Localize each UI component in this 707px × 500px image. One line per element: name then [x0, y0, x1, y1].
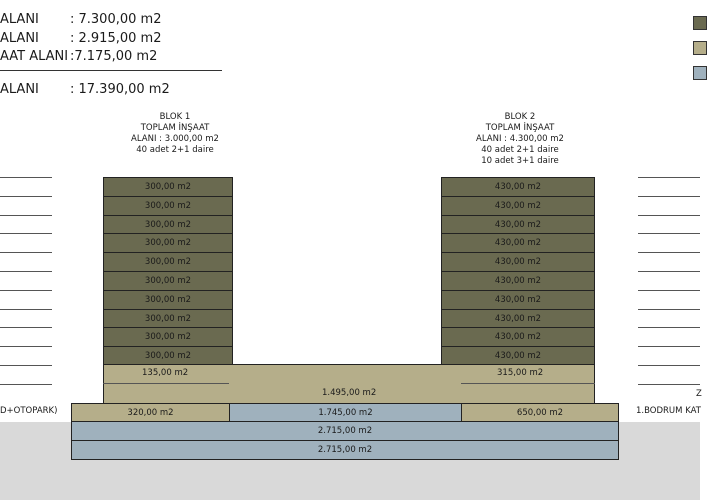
legend-swatch — [693, 66, 707, 80]
blok1-floor — [103, 196, 233, 216]
blok2-floor — [441, 177, 595, 197]
blok1-floor — [103, 290, 233, 310]
blok2-floor-label: 430,00 m2 — [494, 332, 542, 342]
legend-swatch — [693, 41, 707, 55]
blok1-floor — [103, 346, 233, 366]
right-side-label: 1.BODRUM KAT — [636, 406, 701, 416]
left-level-line — [0, 271, 52, 272]
blok1-floor — [103, 252, 233, 272]
block-title-line: TOPLAM İNŞAAT — [485, 123, 555, 133]
blok1-floor — [103, 327, 233, 347]
left-level-line — [0, 196, 52, 197]
blok2-floor-label: 430,00 m2 — [494, 314, 542, 324]
right-level-line — [638, 290, 700, 291]
basement1-mid-cell — [229, 403, 462, 422]
summary-key: ALANI — [0, 12, 39, 27]
right-level-line — [638, 233, 700, 234]
right-level-line — [638, 271, 700, 272]
blok2-floor — [441, 271, 595, 291]
left-level-line — [0, 346, 52, 347]
blok2-floor — [441, 252, 595, 272]
summary-value: : 2.915,00 m2 — [70, 31, 162, 46]
basement3-label: 2.715,00 m2 — [317, 445, 373, 455]
right-level-line — [638, 384, 700, 385]
basement2-label: 2.715,00 m2 — [317, 426, 373, 436]
right-level-line — [638, 309, 700, 310]
summary-key: ALANI — [0, 82, 39, 97]
basement2-cell — [71, 421, 619, 441]
blok1-floor — [103, 233, 233, 253]
summary-key: ALANI — [0, 31, 39, 46]
basement1-left-cell — [71, 403, 230, 422]
left-side-label: D+OTOPARK) — [0, 406, 58, 416]
blok2-floor-label: 430,00 m2 — [494, 351, 542, 361]
blok1-floor-label: 300,00 m2 — [144, 332, 192, 342]
left-level-line — [0, 327, 52, 328]
left-level-line — [0, 233, 52, 234]
blok2-floor — [441, 215, 595, 235]
blok2-floor-label: 430,00 m2 — [494, 238, 542, 248]
basement1-right-cell — [461, 403, 619, 422]
blok1-floor — [103, 309, 233, 329]
blok2-ground-label: 315,00 m2 — [497, 368, 544, 378]
blok1-floor-label: 300,00 m2 — [144, 351, 192, 361]
blok2-floor — [441, 196, 595, 216]
block-title-line: TOPLAM İNŞAAT — [140, 123, 210, 133]
blok2-floor — [441, 309, 595, 329]
blok2-title — [455, 112, 585, 167]
block-title-line: 10 adet 3+1 daire — [481, 156, 559, 166]
left-level-line — [0, 384, 52, 385]
basement1-left-label: 320,00 m2 — [127, 407, 174, 418]
basement1-mid-label: 1.745,00 m2 — [318, 407, 373, 418]
left-level-line — [0, 290, 52, 291]
blok2-floor — [441, 290, 595, 310]
blok1-floor-label: 300,00 m2 — [144, 276, 192, 286]
block-title-line: ALANI : 3.000,00 m2 — [131, 134, 219, 144]
blok2-floor — [441, 233, 595, 253]
blok1-ground-label: 135,00 m2 — [142, 368, 189, 378]
summary-value: :7.175,00 m2 — [70, 49, 158, 64]
summary-value: : 17.390,00 m2 — [70, 82, 170, 97]
right-level-line — [638, 365, 700, 366]
basement1-right-label: 650,00 m2 — [516, 407, 564, 418]
left-level-line — [0, 252, 52, 253]
blok2-floor-label: 430,00 m2 — [494, 257, 542, 267]
blok1-floor-label: 300,00 m2 — [144, 238, 192, 248]
blok1-floor — [103, 271, 233, 291]
left-level-line — [0, 215, 52, 216]
blok2-floor — [441, 346, 595, 366]
block-title-line: BLOK 2 — [504, 112, 536, 122]
right-level-line — [638, 346, 700, 347]
blok1-floor — [103, 215, 233, 235]
blok1-floor-label: 300,00 m2 — [144, 182, 192, 192]
right-level-line — [638, 196, 700, 197]
blok1-floor-label: 300,00 m2 — [144, 257, 192, 267]
summary-value: : 7.300,00 m2 — [70, 12, 162, 27]
legend-swatch — [693, 16, 707, 30]
blok1-floor — [103, 177, 233, 197]
left-level-line — [0, 365, 52, 366]
blok1-title — [110, 112, 240, 156]
right-z-label: Z — [696, 389, 702, 399]
blok2-floor-label: 430,00 m2 — [494, 182, 542, 192]
block-title-line: BLOK 1 — [159, 112, 191, 122]
blok1-floor-label: 300,00 m2 — [144, 201, 192, 211]
blok2-floor-label: 430,00 m2 — [494, 201, 542, 211]
right-level-line — [638, 327, 700, 328]
blok1-floor-label: 300,00 m2 — [144, 220, 192, 230]
blok2-floor-label: 430,00 m2 — [494, 220, 542, 230]
blok2-floor-label: 430,00 m2 — [494, 276, 542, 286]
podium-label: 1.495,00 m2 — [322, 388, 377, 398]
left-level-line — [0, 309, 52, 310]
summary-divider — [0, 70, 222, 71]
blok1-floor-label: 300,00 m2 — [144, 295, 192, 305]
block-title-line: 40 adet 2+1 daire — [136, 145, 214, 155]
blok1-floor-label: 300,00 m2 — [144, 314, 192, 324]
right-level-line — [638, 177, 700, 178]
blok2-ground-divider — [461, 383, 595, 384]
basement3-cell — [71, 440, 619, 460]
left-level-line — [0, 177, 52, 178]
summary-key: AAT ALANI — [0, 49, 69, 64]
blok2-floor — [441, 327, 595, 347]
block-title-line: ALANI : 4.300,00 m2 — [476, 134, 564, 144]
blok1-ground-divider — [103, 383, 229, 384]
right-level-line — [638, 252, 700, 253]
right-level-line — [638, 215, 700, 216]
blok2-floor-label: 430,00 m2 — [494, 295, 542, 305]
block-title-line: 40 adet 2+1 daire — [481, 145, 559, 155]
